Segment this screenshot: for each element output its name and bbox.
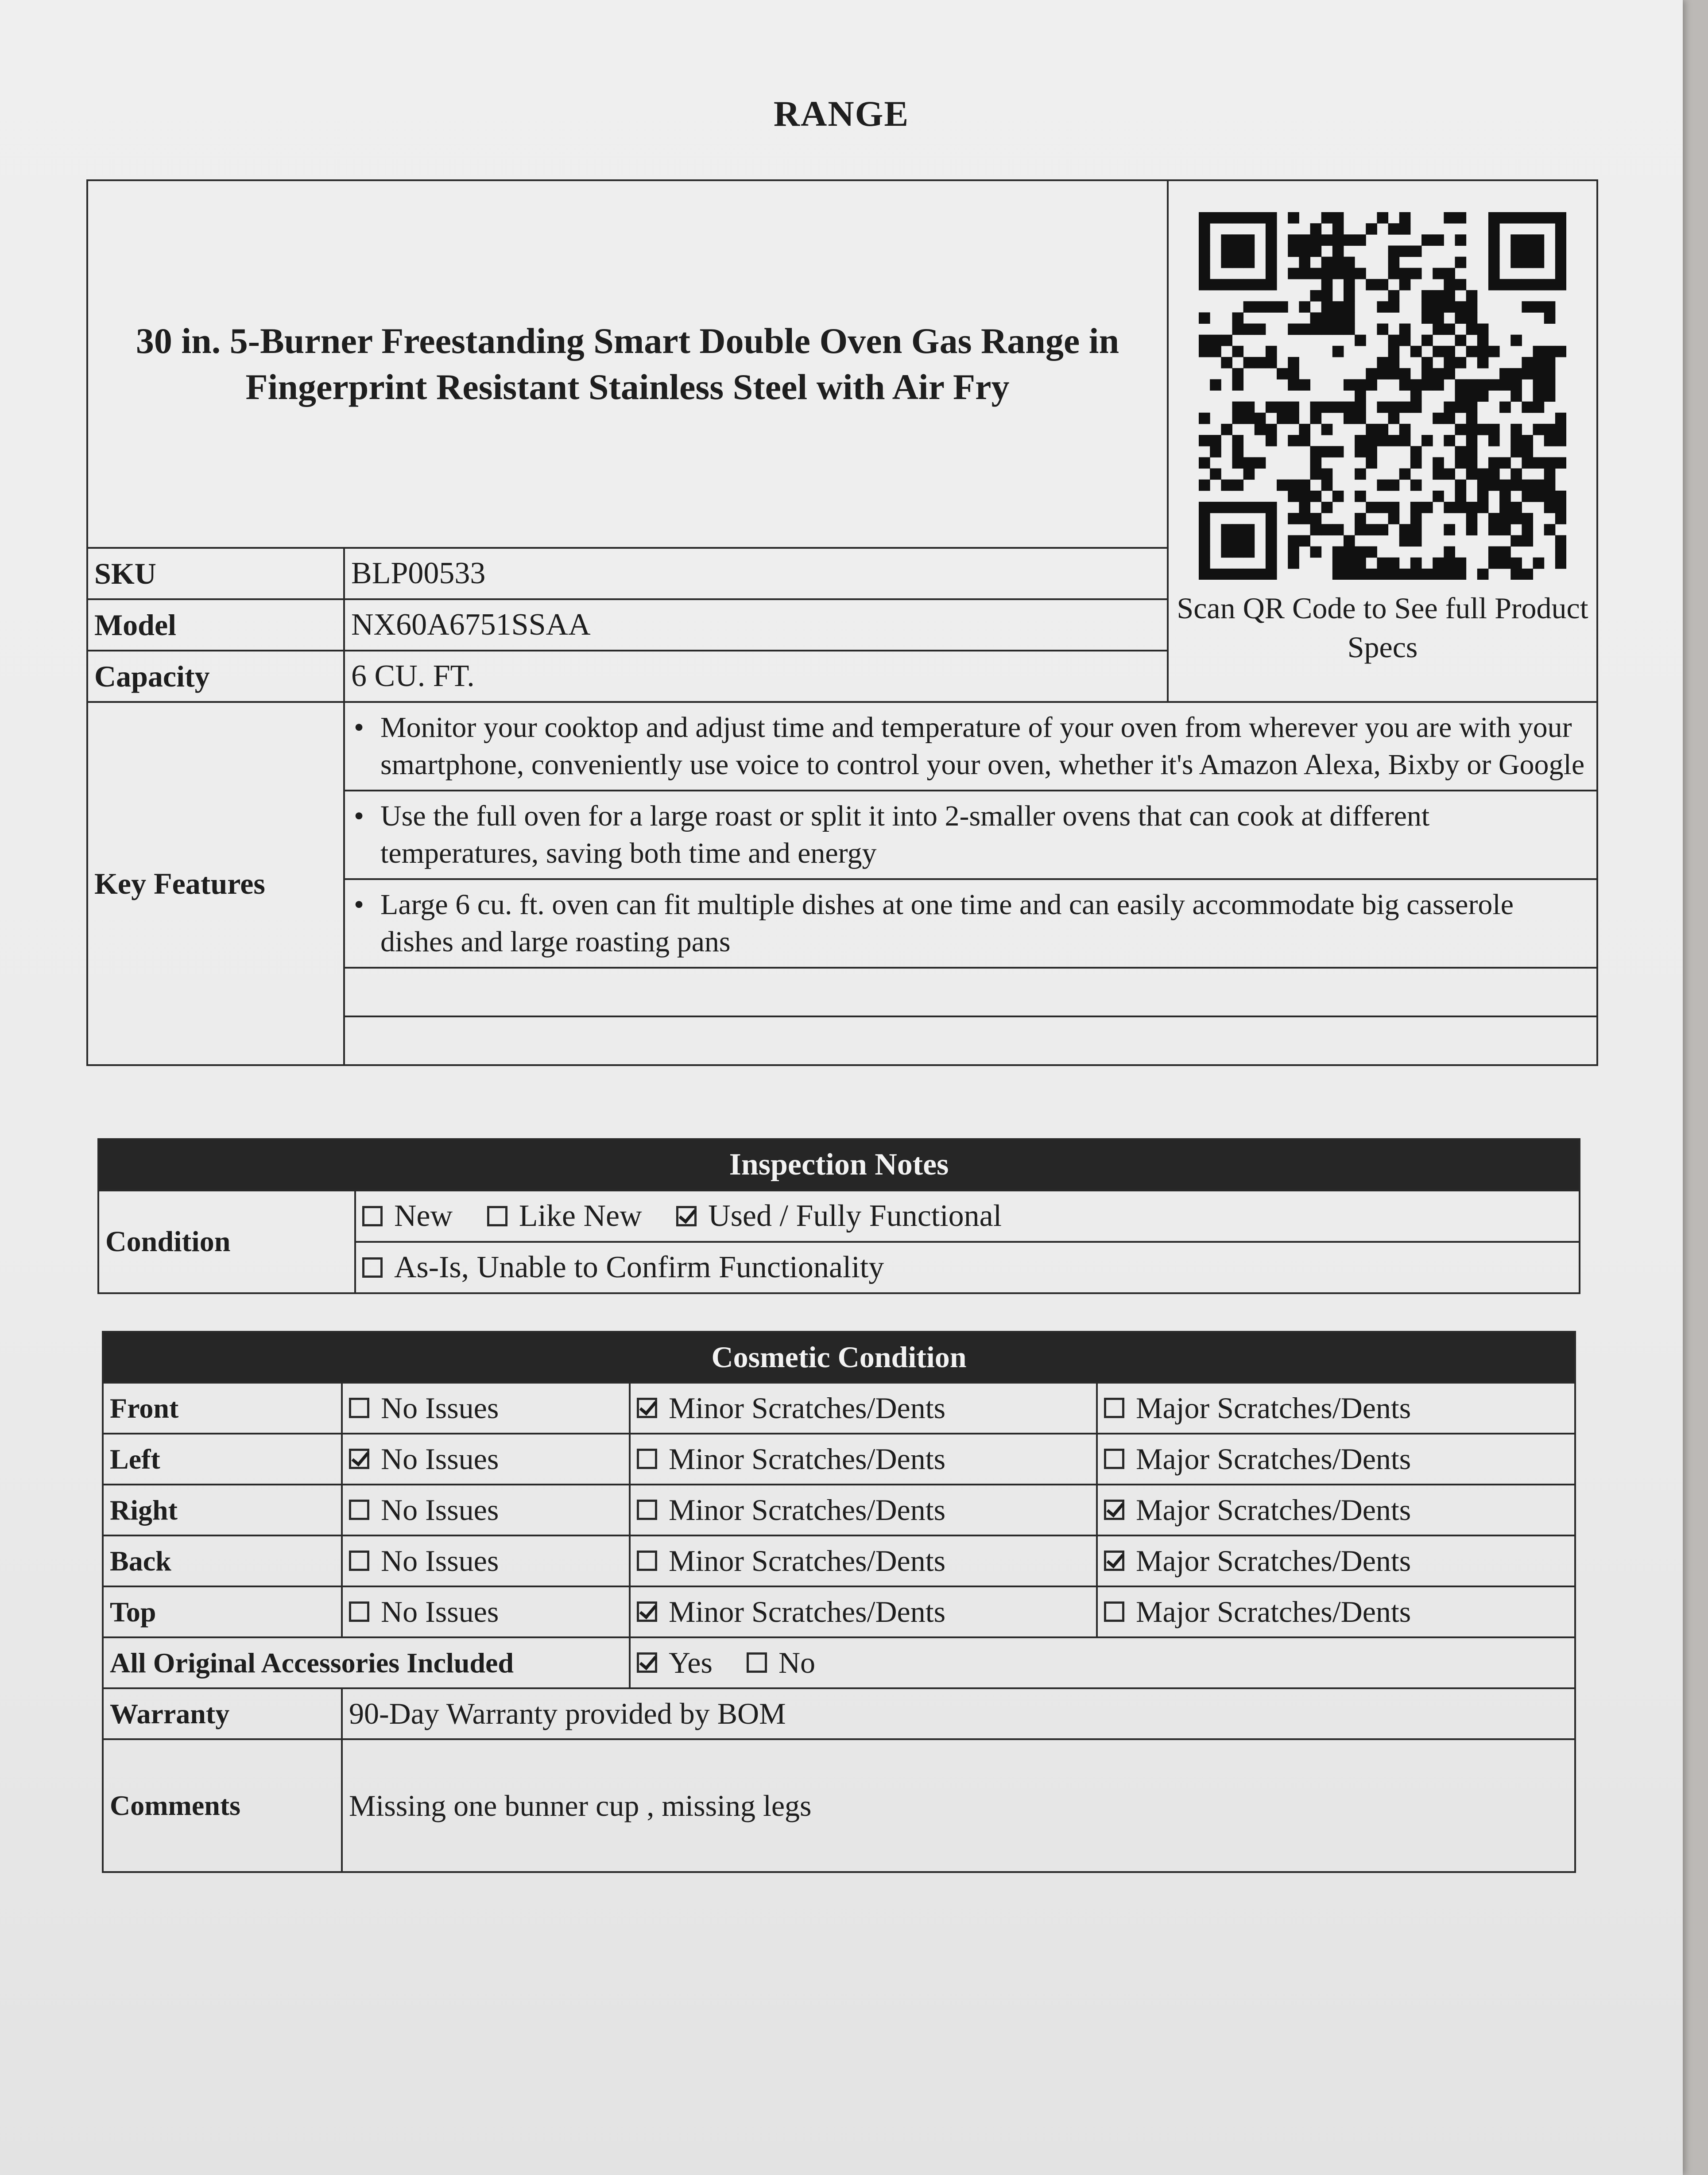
- accessories-options: [630, 1637, 1575, 1688]
- option-label: Minor Scratches/Dents: [669, 1543, 946, 1578]
- option-label: No: [778, 1645, 816, 1679]
- cosmetic-row-top: [103, 1586, 1575, 1637]
- cosmetic-option-major[interactable]: [1104, 1594, 1411, 1629]
- cosmetic-option-minor[interactable]: [637, 1594, 945, 1629]
- qr-code-icon[interactable]: [1199, 212, 1566, 580]
- condition-option-used[interactable]: [676, 1198, 1002, 1234]
- bullet-icon: •: [354, 800, 364, 832]
- sku-value: BLP00533: [344, 548, 1168, 599]
- checkbox-icon: [487, 1206, 507, 1226]
- cosmetic-option-cell: [630, 1586, 1097, 1637]
- cosmetic-row-left: [103, 1434, 1575, 1485]
- key-feature-item: [344, 791, 1597, 879]
- option-label: No Issues: [381, 1391, 499, 1425]
- cosmetic-option-cell: [1097, 1586, 1575, 1637]
- option-label: Used / Fully Functional: [708, 1198, 1002, 1233]
- checkbox-checked-icon: [349, 1449, 369, 1469]
- checkbox-icon: [349, 1398, 369, 1418]
- cosmetic-option-minor[interactable]: [637, 1543, 945, 1578]
- cosmetic-option-cell: [342, 1485, 630, 1535]
- cosmetic-option-minor[interactable]: [637, 1391, 945, 1426]
- option-label: Like New: [519, 1198, 642, 1233]
- option-label: Yes: [669, 1645, 713, 1679]
- comments-label: Comments: [103, 1739, 342, 1872]
- cosmetic-option-major[interactable]: [1104, 1543, 1411, 1578]
- cosmetic-option-cell: [342, 1535, 630, 1586]
- cosmetic-option-cell: [1097, 1485, 1575, 1535]
- cosmetic-row-right: [103, 1485, 1575, 1535]
- cosmetic-option-no-issues[interactable]: [349, 1391, 499, 1426]
- cosmetic-option-no-issues[interactable]: [349, 1594, 499, 1629]
- qr-caption: Scan QR Code to See full Product Specs: [1177, 591, 1588, 664]
- cosmetic-option-cell: [630, 1434, 1097, 1485]
- cosmetic-option-major[interactable]: [1104, 1391, 1411, 1426]
- option-label: No Issues: [381, 1493, 499, 1527]
- key-features-label: Key Features: [87, 702, 344, 1065]
- product-table: [86, 179, 1598, 1066]
- key-feature-empty-row: [344, 968, 1597, 1016]
- checkbox-icon: [362, 1206, 383, 1226]
- cosmetic-option-cell: [1097, 1434, 1575, 1485]
- option-label: Major Scratches/Dents: [1136, 1543, 1411, 1578]
- bullet-icon: •: [354, 888, 364, 921]
- cosmetic-option-cell: [342, 1434, 630, 1485]
- cosmetic-option-cell: [630, 1383, 1097, 1434]
- checkbox-icon: [1104, 1601, 1124, 1622]
- cosmetic-option-cell: [1097, 1535, 1575, 1586]
- option-label: Major Scratches/Dents: [1136, 1594, 1411, 1628]
- cosmetic-condition-header: Cosmetic Condition: [103, 1332, 1575, 1383]
- checkbox-checked-icon: [637, 1652, 657, 1673]
- checkbox-icon: [362, 1257, 383, 1278]
- checkbox-icon: [637, 1449, 657, 1469]
- warranty-value: 90-Day Warranty provided by BOM: [342, 1688, 1575, 1739]
- condition-option-like-new[interactable]: [487, 1198, 642, 1234]
- checkbox-icon: [637, 1500, 657, 1520]
- checkbox-checked-icon: [1104, 1551, 1124, 1571]
- checkbox-checked-icon: [637, 1398, 657, 1418]
- checkbox-checked-icon: [1104, 1500, 1124, 1520]
- cosmetic-side-label: Left: [103, 1434, 342, 1485]
- condition-label: Condition: [98, 1190, 355, 1293]
- capacity-label: Capacity: [87, 651, 344, 702]
- inspection-notes-table: [97, 1138, 1580, 1294]
- option-label: Minor Scratches/Dents: [669, 1442, 946, 1476]
- cosmetic-side-label: Back: [103, 1535, 342, 1586]
- cosmetic-side-label: Front: [103, 1383, 342, 1434]
- checkbox-icon: [747, 1652, 767, 1673]
- cosmetic-option-major[interactable]: [1104, 1442, 1411, 1477]
- condition-options-row: [355, 1242, 1580, 1293]
- cosmetic-side-label: Right: [103, 1485, 342, 1535]
- checkbox-icon: [637, 1551, 657, 1571]
- cosmetic-option-major[interactable]: [1104, 1493, 1411, 1528]
- condition-option-as-is[interactable]: [362, 1250, 884, 1285]
- checkbox-icon: [1104, 1398, 1124, 1418]
- cosmetic-option-cell: [342, 1586, 630, 1637]
- cosmetic-option-cell: [1097, 1383, 1575, 1434]
- option-label: No Issues: [381, 1543, 499, 1578]
- checkbox-icon: [349, 1601, 369, 1622]
- qr-code-cell: [1168, 180, 1597, 702]
- cosmetic-option-no-issues[interactable]: [349, 1442, 499, 1477]
- option-label: As-Is, Unable to Confirm Functionality: [394, 1250, 884, 1284]
- option-label: No Issues: [381, 1442, 499, 1476]
- checkbox-checked-icon: [676, 1206, 697, 1226]
- condition-option-new[interactable]: [362, 1198, 453, 1234]
- key-feature-item: [344, 879, 1597, 968]
- cosmetic-row-back: [103, 1535, 1575, 1586]
- key-feature-text: Large 6 cu. ft. oven can fit multiple dishes at one time and can easily accommodate big casserole dishes and large roasting pans: [380, 888, 1514, 958]
- checkbox-icon: [349, 1500, 369, 1520]
- option-label: Minor Scratches/Dents: [669, 1493, 946, 1527]
- product-title: 30 in. 5-Burner Freestanding Smart Double Oven Gas Range in Fingerprint Resistant Stainless Steel with Air Fry: [87, 180, 1168, 548]
- option-label: Minor Scratches/Dents: [669, 1594, 946, 1628]
- checkbox-checked-icon: [637, 1601, 657, 1622]
- checkbox-icon: [349, 1551, 369, 1571]
- document-heading: RANGE: [773, 93, 910, 134]
- model-label: Model: [87, 599, 344, 651]
- accessories-yes[interactable]: [637, 1645, 713, 1680]
- option-label: Major Scratches/Dents: [1136, 1442, 1411, 1476]
- option-label: Major Scratches/Dents: [1136, 1391, 1411, 1425]
- cosmetic-row-front: [103, 1383, 1575, 1434]
- option-label: No Issues: [381, 1594, 499, 1628]
- key-feature-item: [344, 702, 1597, 791]
- cosmetic-option-no-issues[interactable]: [349, 1493, 499, 1528]
- warranty-label: Warranty: [103, 1688, 342, 1739]
- inspection-notes-header: Inspection Notes: [98, 1139, 1580, 1190]
- cosmetic-option-cell: [342, 1383, 630, 1434]
- condition-options-row: [355, 1190, 1580, 1242]
- option-label: Minor Scratches/Dents: [669, 1391, 946, 1425]
- cosmetic-option-no-issues[interactable]: [349, 1543, 499, 1578]
- checkbox-icon: [1104, 1449, 1124, 1469]
- cosmetic-option-cell: [630, 1485, 1097, 1535]
- cosmetic-option-minor[interactable]: [637, 1442, 945, 1477]
- sku-label: SKU: [87, 548, 344, 599]
- cosmetic-side-label: Top: [103, 1586, 342, 1637]
- accessories-no[interactable]: [747, 1645, 815, 1680]
- cosmetic-condition-table: [102, 1331, 1576, 1873]
- bullet-icon: •: [354, 711, 364, 744]
- comments-value: Missing one bunner cup , missing legs: [342, 1739, 1575, 1872]
- key-feature-text: Use the full oven for a large roast or split it into 2-smaller ovens that can cook at different temperatures, saving both time and energy: [380, 800, 1430, 869]
- cosmetic-option-minor[interactable]: [637, 1493, 945, 1528]
- option-label: Major Scratches/Dents: [1136, 1493, 1411, 1527]
- option-label: New: [394, 1198, 453, 1233]
- model-value: NX60A6751SSAA: [344, 599, 1168, 651]
- key-feature-empty-row: [344, 1016, 1597, 1065]
- capacity-value: 6 CU. FT.: [344, 651, 1168, 702]
- key-feature-text: Monitor your cooktop and adjust time and temperature of your oven from wherever you are with your smartphone, conveniently use voice to control your oven, whether it's Amazon Alexa, Bixby or Google: [380, 711, 1585, 781]
- accessories-label: All Original Accessories Included: [103, 1637, 630, 1688]
- cosmetic-option-cell: [630, 1535, 1097, 1586]
